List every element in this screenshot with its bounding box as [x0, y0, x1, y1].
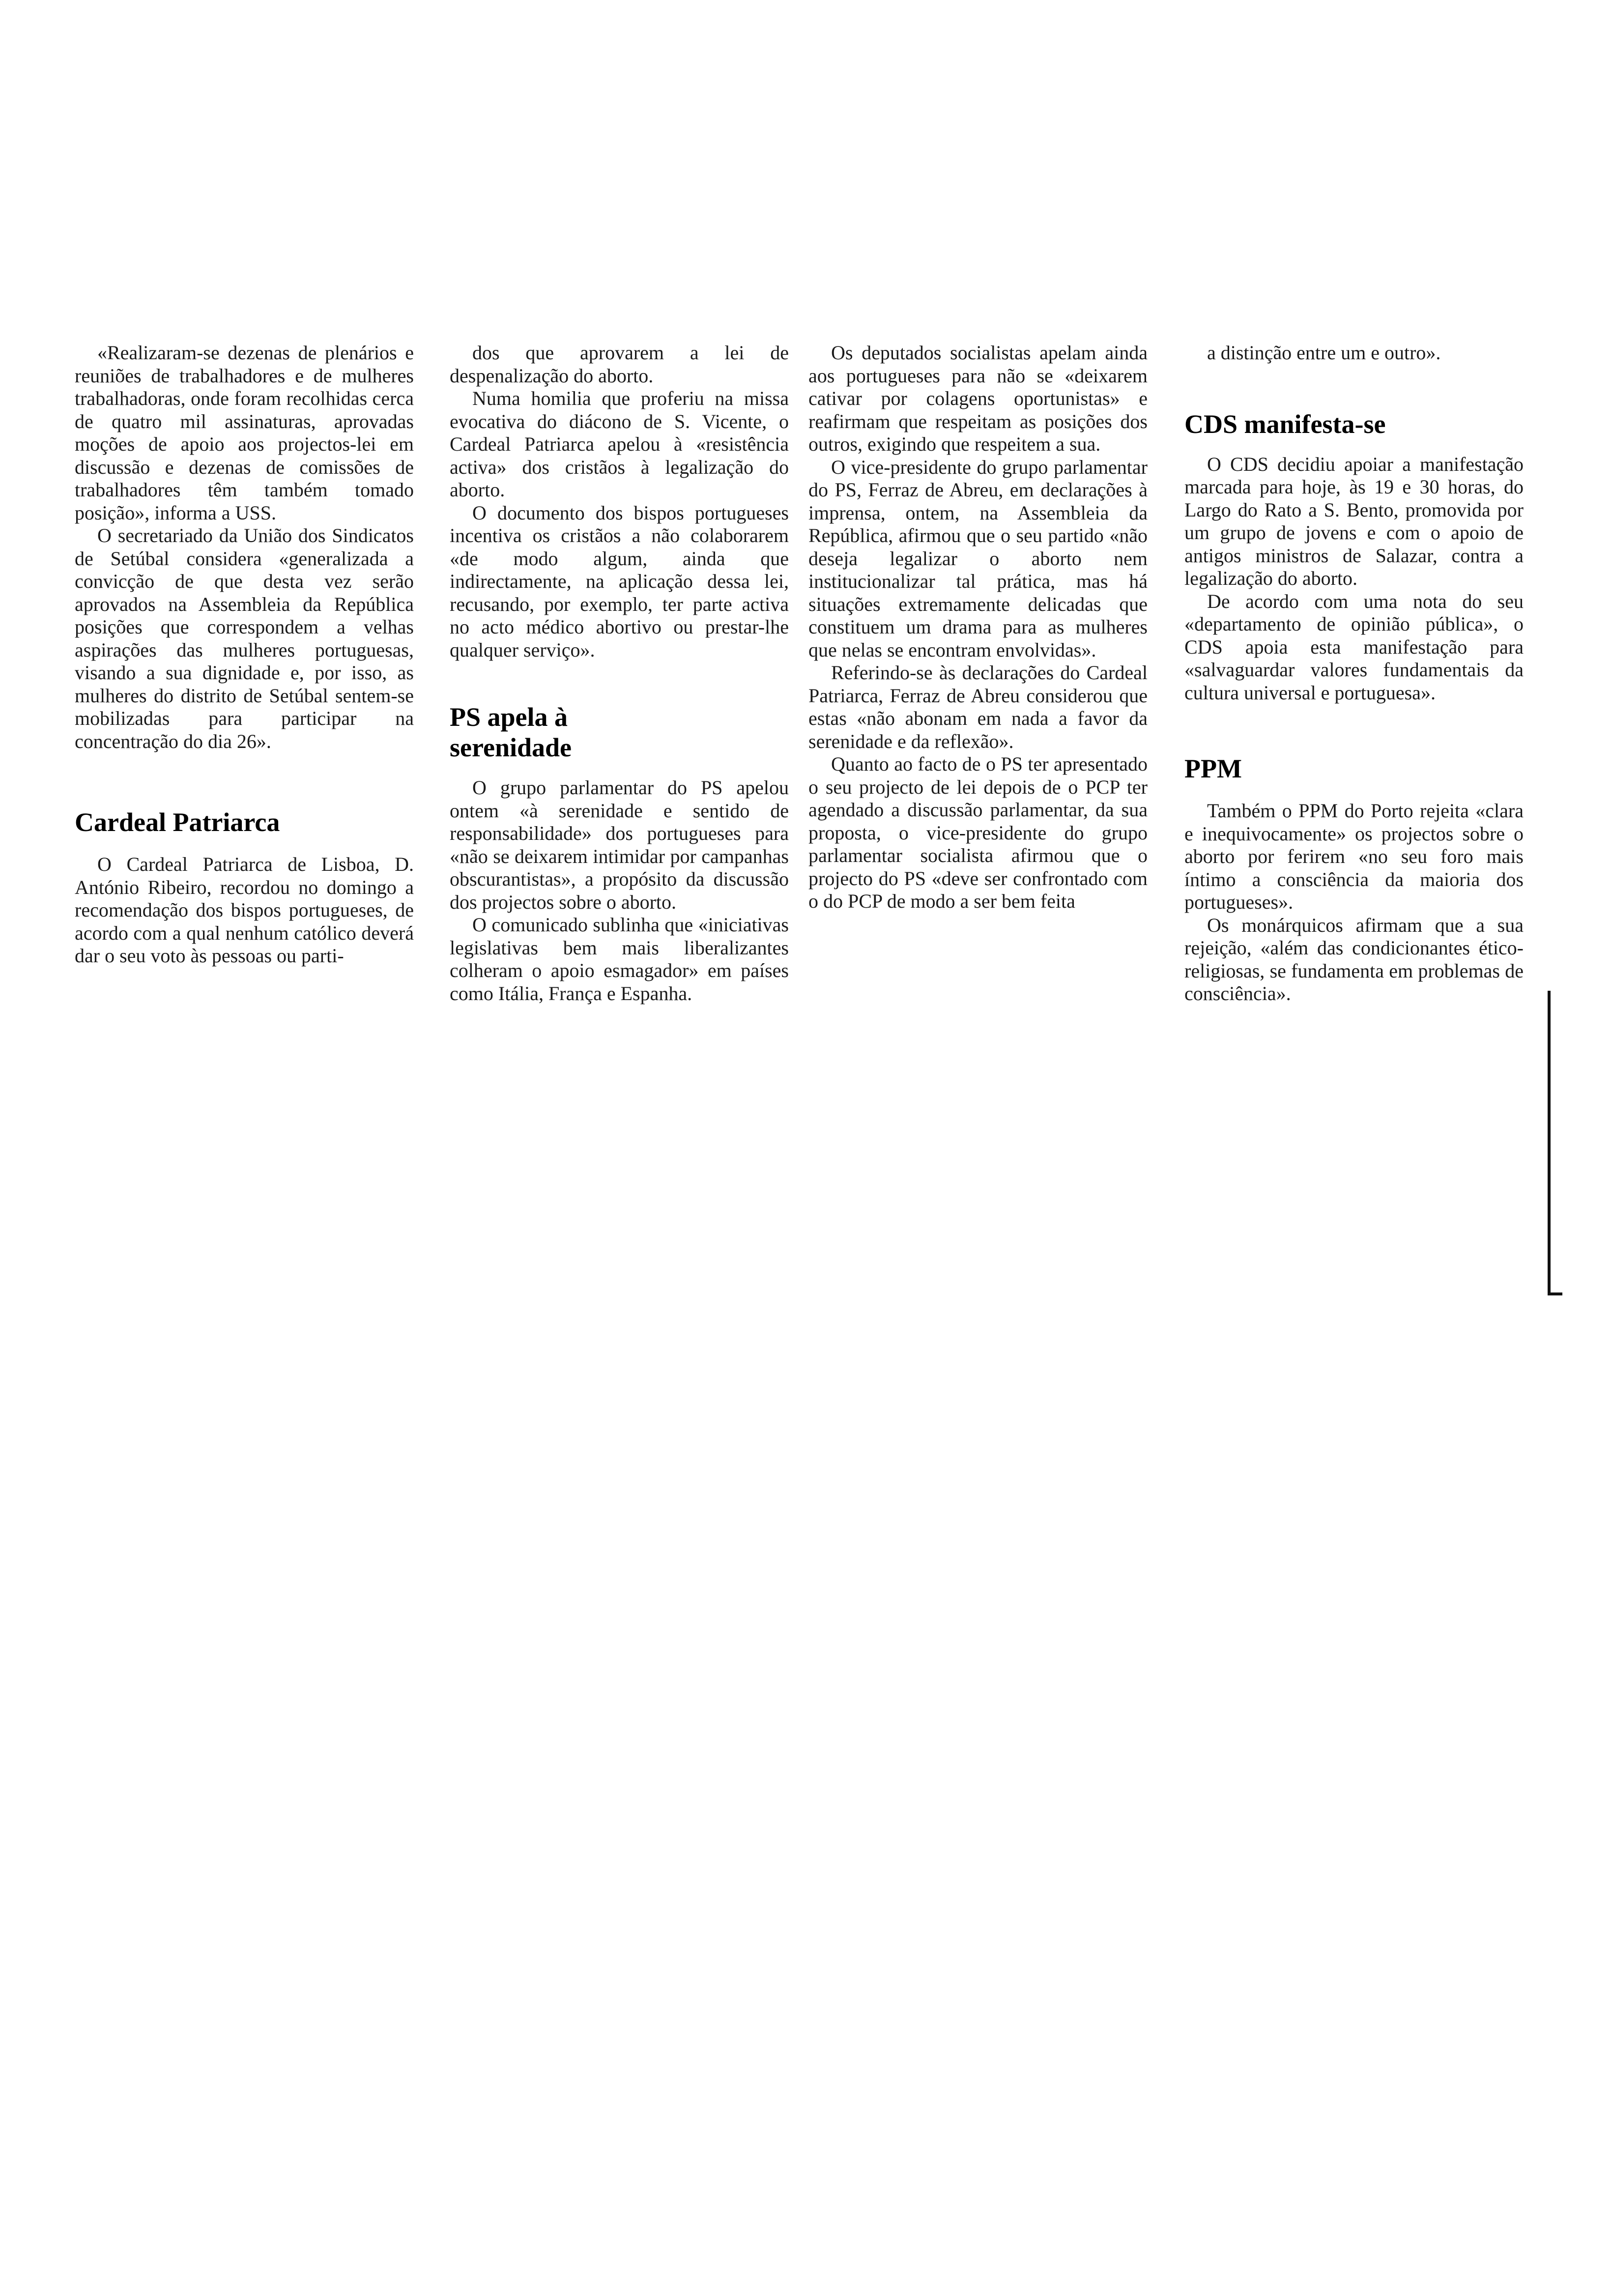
section-heading-cardeal-patriarca: Cardeal Patriarca — [75, 807, 280, 837]
column-rule-foot — [1548, 1292, 1562, 1295]
article-column-4 — [1184, 342, 1524, 1005]
section-heading-cds: CDS manifesta-se — [1184, 409, 1386, 439]
section-heading-ps-apela: PS apela à serenidade — [450, 702, 572, 762]
paragraph: O comunicado sublinha que «iniciativas legislativas bem mais liberalizantes colheram o apoio esmagador» em países como Itália, França e Espanha. — [450, 914, 789, 1004]
paragraph: «Realizaram-se dezenas de plenários e reuniões de trabalhadores e de mulheres trabalhadoras, onde foram recolhidas cerca de quatro mil assinaturas, aprovadas moções de apoio aos projectos-lei em discussão e dezenas de comissões de trabalhadores têm também tomado posição», informa a USS. — [75, 342, 414, 524]
paragraph: Os deputados socialistas apelam ainda aos portugueses para não se «deixarem cativar por colagens oportunistas» e reafirmam que respeitam as posições dos outros, exigindo que respeitem a sua. — [808, 342, 1148, 455]
article-column-3 — [808, 342, 1148, 913]
article-column-2 — [450, 342, 789, 1005]
article-column-1 — [75, 342, 414, 968]
paragraph: Os monárquicos afirmam que a sua rejeição, «além das condicionantes ético-religiosas, se fundamenta em problemas de consciência». — [1184, 914, 1524, 1004]
paragraph: De acordo com uma nota do seu «departamento de opinião pública», o CDS apoia esta manifestação para «salvaguardar valores fundamentais da cultura universal e portuguesa». — [1184, 590, 1524, 704]
paragraph: O documento dos bispos portugueses incentiva os cristãos a não colaborarem «de modo algum, ainda que indirectamente, na aplicação dessa lei, recusando, por exemplo, ter parte activa no acto médico abortivo ou prestar-lhe qualquer serviço». — [450, 501, 789, 661]
paragraph: dos que aprovarem a lei de despenalização do aborto. — [450, 342, 789, 387]
paragraph: Também o PPM do Porto rejeita «clara e inequivocamente» os projectos sobre o aborto por ferirem «no seu foro mais íntimo a consciência da maioria dos portugueses». — [1184, 800, 1524, 913]
paragraph: Referindo-se às declarações do Cardeal Patriarca, Ferraz de Abreu considerou que estas «não abonam em nada a favor da serenidade e da reflexão». — [808, 661, 1148, 752]
paragraph: O Cardeal Patriarca de Lisboa, D. António Ribeiro, recordou no domingo a recomendação dos bispos portugueses, de acordo com a qual nenhum católico deverá dar o seu voto às pessoas ou parti- — [75, 853, 414, 967]
paragraph: Quanto ao facto de o PS ter apresentado o seu projecto de lei depois de o PCP ter agendado a discussão parlamentar, da sua proposta, o vice-presidente do grupo parlamentar socialista afirmou que o projecto do PS «deve ser confrontado com o do PCP de modo a ser bem feita — [808, 753, 1148, 912]
paragraph: O grupo parlamentar do PS apelou ontem «à serenidade e sentido de responsabilidade» dos portugueses para «não se deixarem intimidar por campanhas obscurantistas», a propósito da discussão dos projectos sobre o aborto. — [450, 776, 789, 913]
paragraph: O secretariado da União dos Sindicatos de Setúbal considera «generalizada a convicção de que desta vez serão aprovados na Assembleia da República posições que correspondem a velhas aspirações das mulheres portuguesas, visando a sua dignidade e, por isso, as mulheres do distrito de Setúbal sentem-se mobilizadas para participar na concentração do dia 26». — [75, 524, 414, 752]
section-heading-ppm: PPM — [1184, 754, 1242, 783]
paragraph: O vice-presidente do grupo parlamentar do PS, Ferraz de Abreu, em declarações à imprensa, ontem, na Assembleia da República, afirmou que o seu partido «não deseja legalizar o aborto nem institucionalizar tal prática, mas há situações extremamente delicadas que constituem um drama para as mulheres que nelas se encontram envolvidas». — [808, 456, 1148, 661]
paragraph: a distinção entre um e outro». — [1207, 342, 1441, 364]
paragraph: Numa homilia que proferiu na missa evocativa do diácono de S. Vicente, o Cardeal Patriarca apelou à «resistência activa» dos cristãos à legalização do aborto. — [450, 387, 789, 501]
column-rule — [1548, 991, 1551, 1295]
paragraph: O CDS decidiu apoiar a manifestação marcada para hoje, às 19 e 30 horas, do Largo do Rato a S. Bento, promovida por um grupo de jovens e com o apoio de antigos ministros de Salazar, contra a legalização do aborto. — [1184, 453, 1524, 589]
